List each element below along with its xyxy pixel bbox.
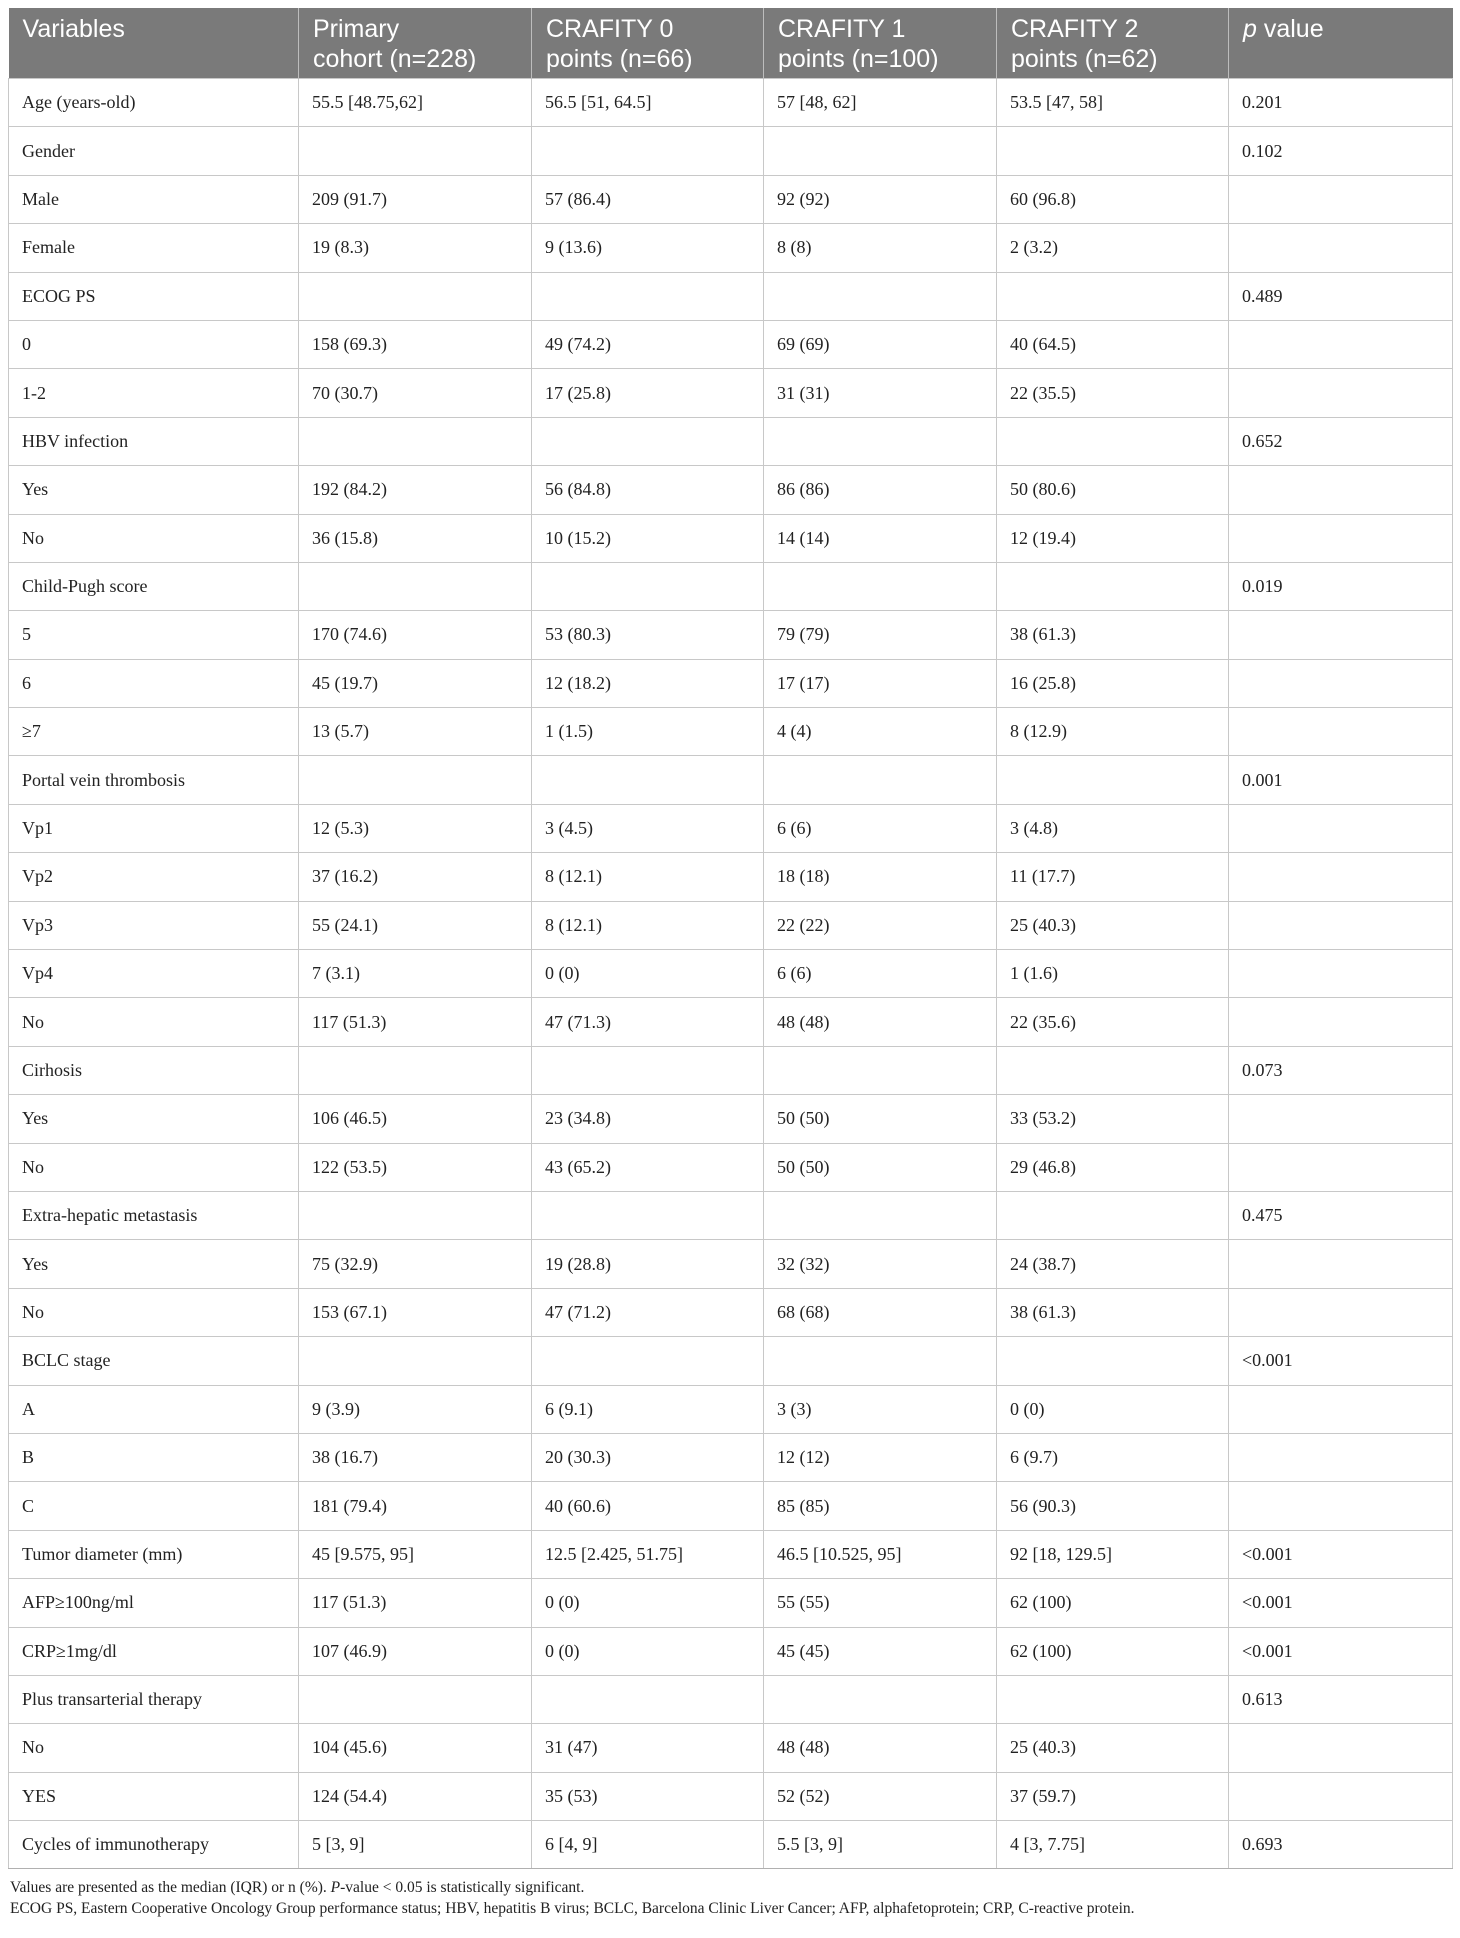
- cell-crafity-2: 12 (19.4): [997, 514, 1229, 562]
- cell-crafity-1: 50 (50): [764, 1143, 997, 1191]
- cell-variable: YES: [9, 1772, 299, 1820]
- table-row: [9, 1046, 1453, 1094]
- cell-primary-cohort: [299, 756, 532, 804]
- cell-primary-cohort: [299, 127, 532, 175]
- cell-variable: No: [9, 1724, 299, 1772]
- cell-crafity-0: [532, 1191, 764, 1239]
- cell-variable: No: [9, 998, 299, 1046]
- table-row: [9, 272, 1453, 320]
- cell-crafity-2: 38 (61.3): [997, 611, 1229, 659]
- cell-crafity-2: 8 (12.9): [997, 708, 1229, 756]
- cell-variable: HBV infection: [9, 417, 299, 465]
- cell-crafity-2: 56 (90.3): [997, 1482, 1229, 1530]
- table-row: [9, 466, 1453, 514]
- cell-p-value: <0.001: [1229, 1337, 1453, 1385]
- table-row: [9, 562, 1453, 610]
- cell-crafity-2: 0 (0): [997, 1385, 1229, 1433]
- cell-p-value: [1229, 1095, 1453, 1143]
- cell-crafity-2: 4 [3, 7.75]: [997, 1821, 1229, 1869]
- cell-crafity-1: [764, 562, 997, 610]
- cell-crafity-1: 79 (79): [764, 611, 997, 659]
- cell-p-value: [1229, 320, 1453, 368]
- cell-p-value: [1229, 175, 1453, 223]
- cell-p-value: [1229, 950, 1453, 998]
- cell-p-value: [1229, 1433, 1453, 1481]
- cell-crafity-1: [764, 417, 997, 465]
- table-row: [9, 1191, 1453, 1239]
- table-row: [9, 1095, 1453, 1143]
- cell-primary-cohort: 170 (74.6): [299, 611, 532, 659]
- cell-crafity-0: [532, 272, 764, 320]
- cell-crafity-2: [997, 417, 1229, 465]
- cell-variable: ECOG PS: [9, 272, 299, 320]
- cell-primary-cohort: [299, 1046, 532, 1094]
- cell-variable: Tumor diameter (mm): [9, 1530, 299, 1578]
- cell-crafity-0: 43 (65.2): [532, 1143, 764, 1191]
- cell-p-value: [1229, 804, 1453, 852]
- cell-crafity-0: 57 (86.4): [532, 175, 764, 223]
- cell-variable: Cycles of immunotherapy: [9, 1821, 299, 1869]
- cell-crafity-0: 47 (71.2): [532, 1288, 764, 1336]
- cell-variable: Age (years-old): [9, 79, 299, 127]
- cell-primary-cohort: 107 (46.9): [299, 1627, 532, 1675]
- cell-crafity-2: 25 (40.3): [997, 1724, 1229, 1772]
- cell-crafity-2: [997, 127, 1229, 175]
- cell-p-value: [1229, 853, 1453, 901]
- cell-variable: 5: [9, 611, 299, 659]
- cell-crafity-2: [997, 1191, 1229, 1239]
- table-row: [9, 369, 1453, 417]
- table-row: [9, 79, 1453, 127]
- table-row: [9, 175, 1453, 223]
- cell-crafity-1: 92 (92): [764, 175, 997, 223]
- cell-crafity-0: 6 [4, 9]: [532, 1821, 764, 1869]
- header-crafity-2: CRAFITY 2 points (n=62): [997, 8, 1229, 79]
- table-container: [8, 8, 1452, 1919]
- cell-p-value: <0.001: [1229, 1627, 1453, 1675]
- cell-p-value: 0.489: [1229, 272, 1453, 320]
- cell-primary-cohort: [299, 272, 532, 320]
- cell-crafity-2: 60 (96.8): [997, 175, 1229, 223]
- cell-crafity-1: [764, 1046, 997, 1094]
- cell-crafity-2: 40 (64.5): [997, 320, 1229, 368]
- header-p-value: p value: [1229, 8, 1453, 79]
- cell-variable: Plus transarterial therapy: [9, 1675, 299, 1723]
- cell-p-value: [1229, 224, 1453, 272]
- cell-crafity-1: 85 (85): [764, 1482, 997, 1530]
- cell-crafity-1: [764, 127, 997, 175]
- cell-crafity-2: 62 (100): [997, 1627, 1229, 1675]
- cell-crafity-0: 8 (12.1): [532, 853, 764, 901]
- cell-primary-cohort: 209 (91.7): [299, 175, 532, 223]
- cell-crafity-1: 32 (32): [764, 1240, 997, 1288]
- cell-p-value: [1229, 1772, 1453, 1820]
- table-row: [9, 756, 1453, 804]
- cell-variable: B: [9, 1433, 299, 1481]
- cell-crafity-0: 35 (53): [532, 1772, 764, 1820]
- table-row: [9, 1482, 1453, 1530]
- cell-variable: Gender: [9, 127, 299, 175]
- cell-variable: CRP≥1mg/dl: [9, 1627, 299, 1675]
- cell-crafity-0: 0 (0): [532, 1579, 764, 1627]
- cell-variable: BCLC stage: [9, 1337, 299, 1385]
- table-row: [9, 1385, 1453, 1433]
- table-row: [9, 1337, 1453, 1385]
- cell-primary-cohort: 75 (32.9): [299, 1240, 532, 1288]
- cell-crafity-0: 31 (47): [532, 1724, 764, 1772]
- cell-primary-cohort: 55.5 [48.75,62]: [299, 79, 532, 127]
- cell-p-value: [1229, 1143, 1453, 1191]
- cell-p-value: [1229, 998, 1453, 1046]
- cell-primary-cohort: 36 (15.8): [299, 514, 532, 562]
- cell-p-value: [1229, 1724, 1453, 1772]
- cell-p-value: 0.102: [1229, 127, 1453, 175]
- cell-variable: Extra-hepatic metastasis: [9, 1191, 299, 1239]
- cell-crafity-0: [532, 756, 764, 804]
- table-row: [9, 1627, 1453, 1675]
- cell-crafity-0: [532, 417, 764, 465]
- cell-crafity-0: 19 (28.8): [532, 1240, 764, 1288]
- table-row: [9, 1530, 1453, 1578]
- cell-crafity-2: 33 (53.2): [997, 1095, 1229, 1143]
- cell-variable: 1-2: [9, 369, 299, 417]
- table-footnotes: [8, 1877, 1452, 1919]
- cell-crafity-2: 22 (35.6): [997, 998, 1229, 1046]
- cell-crafity-1: 46.5 [10.525, 95]: [764, 1530, 997, 1578]
- footnote-line-2: ECOG PS, Eastern Cooperative Oncology Group performance status; HBV, hepatitis B virus; BCLC, Barcelona Clinic Liver Cancer; AFP, alphafetoprotein; CRP, C-reactive protein.: [10, 1900, 1135, 1918]
- cell-p-value: 0.019: [1229, 562, 1453, 610]
- cell-variable: Yes: [9, 466, 299, 514]
- cell-primary-cohort: 37 (16.2): [299, 853, 532, 901]
- table-row: [9, 1433, 1453, 1481]
- cell-p-value: [1229, 708, 1453, 756]
- cell-crafity-0: [532, 1675, 764, 1723]
- cell-crafity-1: 55 (55): [764, 1579, 997, 1627]
- cell-crafity-2: 22 (35.5): [997, 369, 1229, 417]
- cell-primary-cohort: 158 (69.3): [299, 320, 532, 368]
- cell-crafity-0: 56 (84.8): [532, 466, 764, 514]
- cell-primary-cohort: 124 (54.4): [299, 1772, 532, 1820]
- cell-crafity-0: 40 (60.6): [532, 1482, 764, 1530]
- cell-primary-cohort: 117 (51.3): [299, 1579, 532, 1627]
- cell-crafity-2: [997, 1046, 1229, 1094]
- cell-crafity-1: 22 (22): [764, 901, 997, 949]
- cell-variable: 6: [9, 659, 299, 707]
- cell-primary-cohort: 13 (5.7): [299, 708, 532, 756]
- cell-crafity-1: 14 (14): [764, 514, 997, 562]
- cell-primary-cohort: 12 (5.3): [299, 804, 532, 852]
- cell-variable: AFP≥100ng/ml: [9, 1579, 299, 1627]
- cell-crafity-2: 37 (59.7): [997, 1772, 1229, 1820]
- cell-crafity-1: [764, 1675, 997, 1723]
- cell-p-value: [1229, 466, 1453, 514]
- cell-crafity-2: 25 (40.3): [997, 901, 1229, 949]
- header-primary-cohort: Primary cohort (n=228): [299, 8, 532, 79]
- cell-primary-cohort: 7 (3.1): [299, 950, 532, 998]
- cell-crafity-0: 1 (1.5): [532, 708, 764, 756]
- cell-crafity-1: 48 (48): [764, 998, 997, 1046]
- cell-primary-cohort: [299, 1675, 532, 1723]
- cell-crafity-1: 45 (45): [764, 1627, 997, 1675]
- cell-crafity-1: [764, 1191, 997, 1239]
- cell-crafity-2: 29 (46.8): [997, 1143, 1229, 1191]
- cell-p-value: [1229, 1482, 1453, 1530]
- cell-primary-cohort: [299, 1191, 532, 1239]
- cell-crafity-1: 86 (86): [764, 466, 997, 514]
- cell-primary-cohort: 9 (3.9): [299, 1385, 532, 1433]
- cell-crafity-0: 12.5 [2.425, 51.75]: [532, 1530, 764, 1578]
- cell-primary-cohort: 104 (45.6): [299, 1724, 532, 1772]
- cell-crafity-1: 4 (4): [764, 708, 997, 756]
- cell-p-value: 0.201: [1229, 79, 1453, 127]
- table-header-row: [9, 8, 1453, 79]
- cell-primary-cohort: [299, 417, 532, 465]
- cell-p-value: 0.073: [1229, 1046, 1453, 1094]
- cell-crafity-1: [764, 756, 997, 804]
- cell-variable: Cirhosis: [9, 1046, 299, 1094]
- cell-crafity-0: 53 (80.3): [532, 611, 764, 659]
- table-row: [9, 127, 1453, 175]
- cell-primary-cohort: 181 (79.4): [299, 1482, 532, 1530]
- cell-crafity-1: 6 (6): [764, 804, 997, 852]
- table-row: [9, 611, 1453, 659]
- cell-crafity-1: 48 (48): [764, 1724, 997, 1772]
- cell-crafity-1: [764, 1337, 997, 1385]
- table-row: [9, 417, 1453, 465]
- cell-variable: No: [9, 1143, 299, 1191]
- cell-crafity-2: [997, 562, 1229, 610]
- cell-crafity-1: 52 (52): [764, 1772, 997, 1820]
- table-row: [9, 224, 1453, 272]
- cell-crafity-0: 0 (0): [532, 1627, 764, 1675]
- table-row: [9, 1288, 1453, 1336]
- table-row: [9, 901, 1453, 949]
- cell-crafity-0: 17 (25.8): [532, 369, 764, 417]
- cell-p-value: 0.001: [1229, 756, 1453, 804]
- cell-primary-cohort: 45 (19.7): [299, 659, 532, 707]
- cell-crafity-2: 53.5 [47, 58]: [997, 79, 1229, 127]
- cell-primary-cohort: 153 (67.1): [299, 1288, 532, 1336]
- cell-variable: Yes: [9, 1240, 299, 1288]
- cell-crafity-1: 8 (8): [764, 224, 997, 272]
- cell-p-value: [1229, 1240, 1453, 1288]
- cell-crafity-2: 16 (25.8): [997, 659, 1229, 707]
- table-row: [9, 1240, 1453, 1288]
- cell-crafity-2: 24 (38.7): [997, 1240, 1229, 1288]
- table-row: [9, 659, 1453, 707]
- cell-crafity-1: 18 (18): [764, 853, 997, 901]
- cell-variable: A: [9, 1385, 299, 1433]
- cell-crafity-2: [997, 1675, 1229, 1723]
- table-row: [9, 514, 1453, 562]
- cell-variable: C: [9, 1482, 299, 1530]
- cell-variable: Female: [9, 224, 299, 272]
- table-row: [9, 1675, 1453, 1723]
- cell-crafity-1: 3 (3): [764, 1385, 997, 1433]
- cell-crafity-0: 56.5 [51, 64.5]: [532, 79, 764, 127]
- cell-crafity-1: 31 (31): [764, 369, 997, 417]
- cell-crafity-2: [997, 756, 1229, 804]
- table-row: [9, 1772, 1453, 1820]
- cell-crafity-2: 50 (80.6): [997, 466, 1229, 514]
- cell-primary-cohort: 192 (84.2): [299, 466, 532, 514]
- cell-variable: 0: [9, 320, 299, 368]
- table-row: [9, 1143, 1453, 1191]
- cell-primary-cohort: 117 (51.3): [299, 998, 532, 1046]
- cell-variable: Vp4: [9, 950, 299, 998]
- cell-variable: Male: [9, 175, 299, 223]
- cell-crafity-0: 9 (13.6): [532, 224, 764, 272]
- cell-variable: Vp3: [9, 901, 299, 949]
- cell-primary-cohort: 122 (53.5): [299, 1143, 532, 1191]
- cell-variable: Portal vein thrombosis: [9, 756, 299, 804]
- header-variables: Variables: [9, 8, 299, 79]
- cell-variable: Vp1: [9, 804, 299, 852]
- cell-crafity-0: 3 (4.5): [532, 804, 764, 852]
- cell-crafity-1: [764, 272, 997, 320]
- cell-crafity-0: 12 (18.2): [532, 659, 764, 707]
- cell-crafity-2: 2 (3.2): [997, 224, 1229, 272]
- cell-crafity-1: 5.5 [3, 9]: [764, 1821, 997, 1869]
- cell-crafity-2: 11 (17.7): [997, 853, 1229, 901]
- cell-p-value: <0.001: [1229, 1579, 1453, 1627]
- table-body: [9, 79, 1453, 1869]
- cell-crafity-2: [997, 1337, 1229, 1385]
- cell-crafity-0: 23 (34.8): [532, 1095, 764, 1143]
- cell-p-value: 0.475: [1229, 1191, 1453, 1239]
- cell-crafity-0: 20 (30.3): [532, 1433, 764, 1481]
- cell-variable: Yes: [9, 1095, 299, 1143]
- cell-crafity-1: 50 (50): [764, 1095, 997, 1143]
- cell-crafity-2: 38 (61.3): [997, 1288, 1229, 1336]
- cell-crafity-0: 8 (12.1): [532, 901, 764, 949]
- cell-crafity-1: 69 (69): [764, 320, 997, 368]
- cell-variable: Child-Pugh score: [9, 562, 299, 610]
- cell-crafity-0: [532, 562, 764, 610]
- cell-crafity-0: 49 (74.2): [532, 320, 764, 368]
- cell-p-value: [1229, 514, 1453, 562]
- cell-variable: ≥7: [9, 708, 299, 756]
- baseline-characteristics-table: [8, 8, 1453, 1869]
- cell-primary-cohort: 106 (46.5): [299, 1095, 532, 1143]
- table-row: [9, 1821, 1453, 1869]
- cell-crafity-1: 6 (6): [764, 950, 997, 998]
- table-row: [9, 804, 1453, 852]
- cell-crafity-2: [997, 272, 1229, 320]
- cell-p-value: [1229, 901, 1453, 949]
- cell-crafity-1: 17 (17): [764, 659, 997, 707]
- cell-variable: No: [9, 1288, 299, 1336]
- table-row: [9, 708, 1453, 756]
- cell-primary-cohort: 55 (24.1): [299, 901, 532, 949]
- cell-primary-cohort: [299, 1337, 532, 1385]
- cell-p-value: [1229, 369, 1453, 417]
- cell-crafity-0: [532, 127, 764, 175]
- cell-crafity-0: 0 (0): [532, 950, 764, 998]
- cell-crafity-1: 12 (12): [764, 1433, 997, 1481]
- cell-primary-cohort: 38 (16.7): [299, 1433, 532, 1481]
- cell-p-value: 0.652: [1229, 417, 1453, 465]
- cell-p-value: <0.001: [1229, 1530, 1453, 1578]
- cell-crafity-2: 92 [18, 129.5]: [997, 1530, 1229, 1578]
- table-row: [9, 853, 1453, 901]
- cell-p-value: [1229, 1288, 1453, 1336]
- table-row: [9, 998, 1453, 1046]
- cell-crafity-2: 6 (9.7): [997, 1433, 1229, 1481]
- cell-crafity-2: 1 (1.6): [997, 950, 1229, 998]
- cell-p-value: [1229, 659, 1453, 707]
- cell-p-value: [1229, 611, 1453, 659]
- cell-crafity-0: 47 (71.3): [532, 998, 764, 1046]
- table-row: [9, 1579, 1453, 1627]
- cell-p-value: [1229, 1385, 1453, 1433]
- cell-p-value: 0.613: [1229, 1675, 1453, 1723]
- cell-primary-cohort: 19 (8.3): [299, 224, 532, 272]
- cell-crafity-1: 68 (68): [764, 1288, 997, 1336]
- cell-primary-cohort: 45 [9.575, 95]: [299, 1530, 532, 1578]
- cell-crafity-0: 6 (9.1): [532, 1385, 764, 1433]
- cell-variable: Vp2: [9, 853, 299, 901]
- header-crafity-1: CRAFITY 1 points (n=100): [764, 8, 997, 79]
- cell-primary-cohort: 70 (30.7): [299, 369, 532, 417]
- header-crafity-0: CRAFITY 0 points (n=66): [532, 8, 764, 79]
- table-row: [9, 1724, 1453, 1772]
- cell-crafity-1: 57 [48, 62]: [764, 79, 997, 127]
- cell-crafity-2: 3 (4.8): [997, 804, 1229, 852]
- cell-p-value: 0.693: [1229, 1821, 1453, 1869]
- cell-crafity-0: [532, 1046, 764, 1094]
- cell-crafity-2: 62 (100): [997, 1579, 1229, 1627]
- footnote-line-1: Values are presented as the median (IQR) or n (%). P-value < 0.05 is statistically significant.: [10, 1879, 585, 1897]
- table-row: [9, 320, 1453, 368]
- cell-primary-cohort: [299, 562, 532, 610]
- table-row: [9, 950, 1453, 998]
- cell-variable: No: [9, 514, 299, 562]
- cell-crafity-0: [532, 1337, 764, 1385]
- cell-primary-cohort: 5 [3, 9]: [299, 1821, 532, 1869]
- cell-crafity-0: 10 (15.2): [532, 514, 764, 562]
